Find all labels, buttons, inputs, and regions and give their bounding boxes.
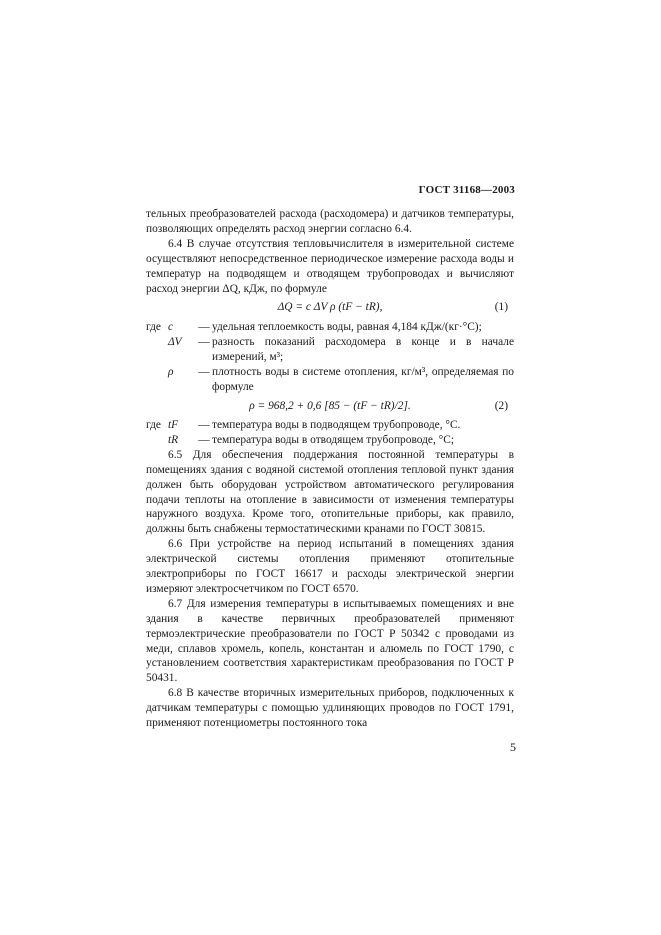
definition-lead: где	[146, 418, 161, 431]
definition-dash: —	[198, 366, 210, 379]
definition-symbol: tF	[168, 418, 179, 431]
definition-text: температура воды в подводящем трубопроводе, °С.	[212, 418, 461, 431]
paragraph-6-4: 6.4 В случае отсутствия тепловычислителя в измерительной системе осуществляют непосредственное периодическое измерение расхода воды и температур на подводящем и отводящем трубопроводах и вычисляют расход энергии ΔQ, кДж, по формуле	[146, 237, 514, 295]
formula-2-number: (2)	[494, 399, 508, 412]
page-number: 5	[510, 740, 516, 754]
formula-2	[146, 397, 514, 415]
formula-2-expression: ρ = 968,2 + 0,6 [85 − (tF − tR)/2].	[249, 399, 411, 412]
definition-row	[146, 418, 514, 433]
page-content	[146, 207, 514, 731]
definition-text: удельная теплоемкость воды, равная 4,184 кДж/(кг·°С);	[212, 321, 482, 334]
definition-text: плотность воды в системе отопления, кг/м³, определяемая по формуле	[212, 366, 514, 394]
paragraph-6-7: 6.7 Для измерения температуры в испытываемых помещениях и вне здания в качестве первичных преобразователей применяют термоэлектрические преобразователи по ГОСТ Р 50342 с проводами из меди, сплавов хромель, копель, константан и алюмель по ГОСТ 1790, с установлением соответствия характеристикам преобразования по ГОСТ Р 50431.	[146, 597, 514, 685]
definition-dash: —	[198, 433, 210, 446]
formula-1-number: (1)	[494, 301, 508, 314]
definition-symbol: ΔV	[168, 336, 182, 349]
paragraph-6-6: 6.6 При устройстве на период испытаний в помещениях здания электрической системы отопления применяют отопительные электроприборы по ГОСТ 16617 и расходы электрической энергии измеряют электросчетчиком по ГОСТ 6570.	[146, 538, 514, 595]
definition-dash: —	[198, 336, 210, 349]
paragraph-continuation: тельных преобразователей расхода (расходомера) и датчиков температуры, позволяющих определять расход энергии согласно 6.4.	[146, 208, 514, 235]
definition-row	[146, 320, 514, 335]
definition-row	[146, 433, 514, 448]
definition-text: температура воды в отводящем трубопроводе, °С;	[212, 433, 454, 446]
definition-symbol: c	[168, 321, 174, 334]
formula-1	[146, 298, 514, 316]
paragraph-6-8: 6.8 В качестве вторичных измерительных приборов, подключенных к датчикам температуры с помощью удлиняющих проводов по ГОСТ 1791, применяют потенциометры постоянного тока	[146, 687, 514, 730]
definition-row	[146, 335, 514, 365]
definition-lead	[146, 365, 168, 395]
paragraph-6-5: 6.5 Для обеспечения поддержания постоянной температуры в помещениях здания с водяной системой отопления тепловой пункт здания должен быть оборудован устройством автоматического регулирования подачи теплоты на отопление в зависимости от изменения температуры наружного воздуха. Кроме того, отопительные приборы, как правило, должны быть снабжены термостатическими кранами по ГОСТ 30815.	[146, 448, 514, 536]
definition-symbol: ρ	[168, 366, 174, 379]
definition-symbol: tR	[168, 433, 179, 446]
definition-dash: —	[198, 418, 210, 431]
definition-lead	[146, 335, 168, 365]
definition-lead	[146, 433, 168, 448]
definition-lead: где	[146, 321, 161, 334]
formula-1-expression: ΔQ = c ΔV ρ (tF − tR),	[277, 301, 383, 314]
definition-text: разность показаний расходомера в конце и в начале измерений, м³;	[212, 336, 514, 364]
definition-dash: —	[198, 321, 210, 334]
document-header: ГОСТ 31168—2003	[418, 184, 515, 196]
definition-row	[146, 365, 514, 395]
